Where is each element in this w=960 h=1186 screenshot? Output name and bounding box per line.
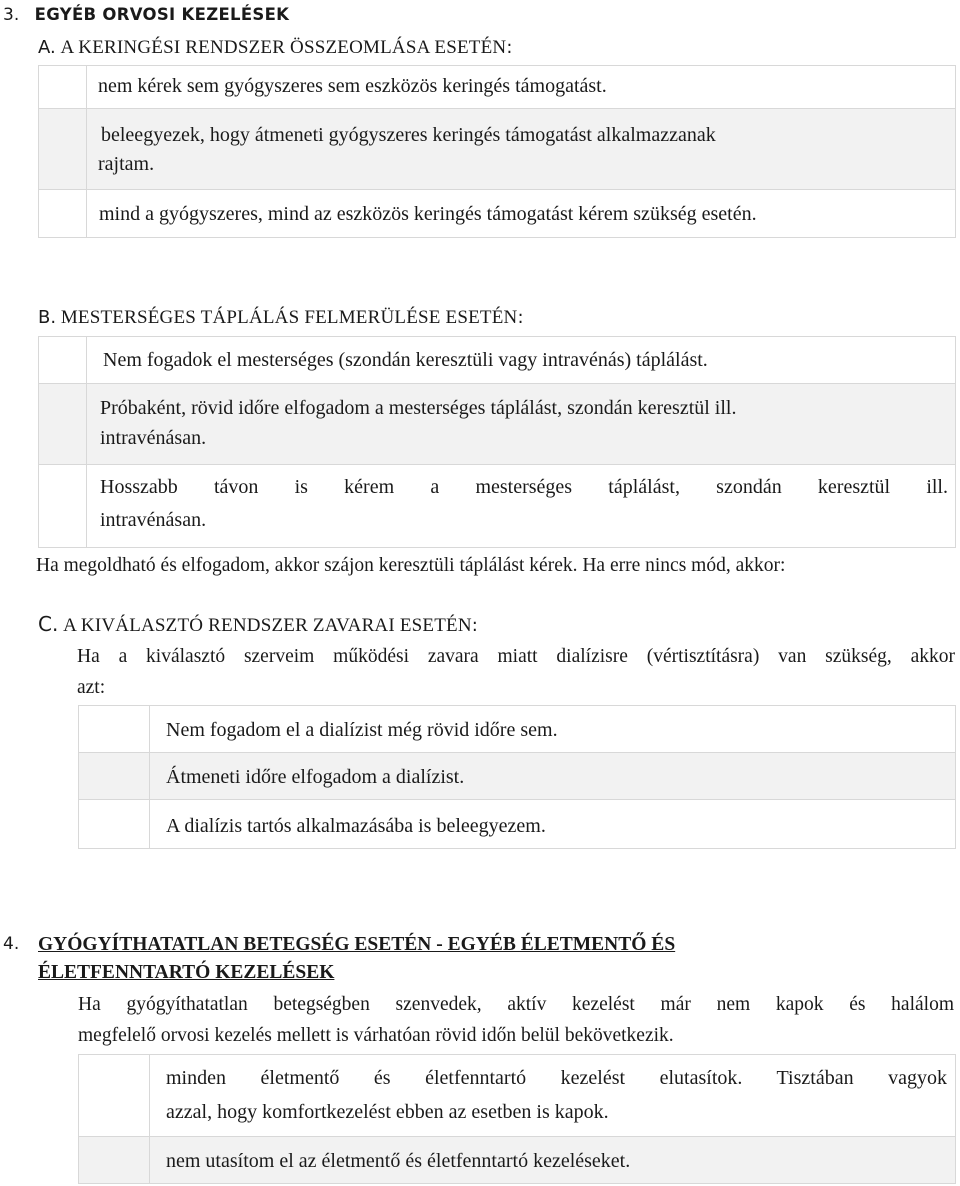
option-row[interactable] <box>38 189 956 238</box>
option-label: minden életmentő és életfenntartó kezelést elutasítok. Tisztában vagyok <box>166 1067 947 1089</box>
option-label-continued: rajtam. <box>98 153 155 175</box>
option-row[interactable] <box>38 108 956 190</box>
section-4-title: GYÓGYÍTHATATLAN BETEGSÉG ESETÉN - EGYÉB ÉLETMENTŐ ÉS <box>38 934 676 955</box>
option-label-continued: azzal, hogy komfortkezelést ebben az esetben is kapok. <box>166 1101 609 1123</box>
option-row[interactable] <box>38 383 956 465</box>
option-label: mind a gyógyszeres, mind az eszközös keringés támogatást kérem szükség esetén. <box>99 203 757 225</box>
option-label: Nem fogadok el mesterséges (szondán keresztüli vagy intravénás) táplálást. <box>103 349 708 371</box>
subsection-a-letter: A. <box>38 37 56 58</box>
subsection-a-title: A KERINGÉSI RENDSZER ÖSSZEOMLÁSA ESETÉN <box>60 37 507 58</box>
option-checkbox-column[interactable] <box>39 66 87 108</box>
feeding-note: Ha megoldható és elfogadom, akkor szájon keresztüli táplálást kérek. Ha erre nincs mód, akkor: <box>36 555 786 576</box>
option-row[interactable] <box>78 799 956 849</box>
option-checkbox-column[interactable] <box>79 800 150 848</box>
option-row[interactable] <box>78 1136 956 1184</box>
option-checkbox-column[interactable] <box>39 337 87 383</box>
option-label-continued: intravénásan. <box>100 509 207 531</box>
option-label-continued: intravénásan. <box>100 427 207 449</box>
subsection-b-letter: B. <box>38 307 57 328</box>
option-checkbox-column[interactable] <box>39 109 87 189</box>
option-label: Próbaként, rövid időre elfogadom a mesterséges táplálást, szondán keresztül ill. <box>100 397 737 419</box>
option-checkbox-column[interactable] <box>39 465 87 547</box>
section-3-number: 3. <box>3 5 20 25</box>
option-checkbox-column[interactable] <box>79 706 150 752</box>
option-row[interactable] <box>38 464 956 548</box>
dialysis-intro: Ha a kiválasztó szerveim működési zavara miatt dialízisre (vértisztításra) van szükség, akkor <box>77 646 955 667</box>
terminal-illness-intro: Ha gyógyíthatatlan betegségben szenvedek, aktív kezelést már nem kapok és halálom <box>78 994 954 1015</box>
option-checkbox-column[interactable] <box>79 1137 150 1183</box>
dialysis-intro-continued: azt: <box>77 677 106 698</box>
subsection-c-title: A KIVÁLASZTÓ RENDSZER ZAVARAI ESETÉN <box>63 615 472 636</box>
option-label: A dialízis tartós alkalmazásába is beleegyezem. <box>166 815 546 837</box>
subsection-a-heading: A. A KERINGÉSI RENDSZER ÖSSZEOMLÁSA ESETÉN: <box>38 37 513 58</box>
option-label: nem utasítom el az életmentő és életfenntartó kezeléseket. <box>166 1150 631 1172</box>
subsection-b-heading: B. MESTERSÉGES TÁPLÁLÁS FELMERÜLÉSE ESETÉN: <box>38 307 524 328</box>
option-checkbox-column[interactable] <box>79 1055 150 1136</box>
option-checkbox-column[interactable] <box>39 190 87 237</box>
section-4-title-continued: ÉLETFENNTARTÓ KEZELÉSEK <box>38 962 335 983</box>
subsection-c-letter: C. <box>38 612 59 636</box>
subsection-c-heading: C. A KIVÁLASZTÓ RENDSZER ZAVARAI ESETÉN: <box>38 612 478 636</box>
option-label: Nem fogadom el a dialízist még rövid időre sem. <box>166 719 558 741</box>
option-row[interactable] <box>78 752 956 800</box>
option-label: Átmeneti időre elfogadom a dialízist. <box>166 766 465 788</box>
option-row[interactable] <box>38 336 956 384</box>
terminal-illness-intro-continued: megfelelő orvosi kezelés mellett is várhatóan rövid időn belül bekövetkezik. <box>78 1025 674 1046</box>
section-3-heading <box>3 4 289 26</box>
option-checkbox-column[interactable] <box>39 384 87 464</box>
section-3-title: EGYÉB ORVOSI KEZELÉSEK <box>34 5 290 24</box>
option-row[interactable] <box>78 705 956 753</box>
option-label: Hosszabb távon is kérem a mesterséges táplálást, szondán keresztül ill. <box>100 476 948 498</box>
option-label: beleegyezek, hogy átmeneti gyógyszeres keringés támogatást alkalmazzanak <box>101 124 716 146</box>
section-4-number: 4. <box>3 934 20 954</box>
option-row[interactable] <box>38 65 956 109</box>
option-checkbox-column[interactable] <box>79 753 150 799</box>
option-label: nem kérek sem gyógyszeres sem eszközös keringés támogatást. <box>98 75 607 97</box>
subsection-b-title: MESTERSÉGES TÁPLÁLÁS FELMERÜLÉSE ESETÉN <box>60 307 518 328</box>
option-row[interactable] <box>78 1054 956 1137</box>
